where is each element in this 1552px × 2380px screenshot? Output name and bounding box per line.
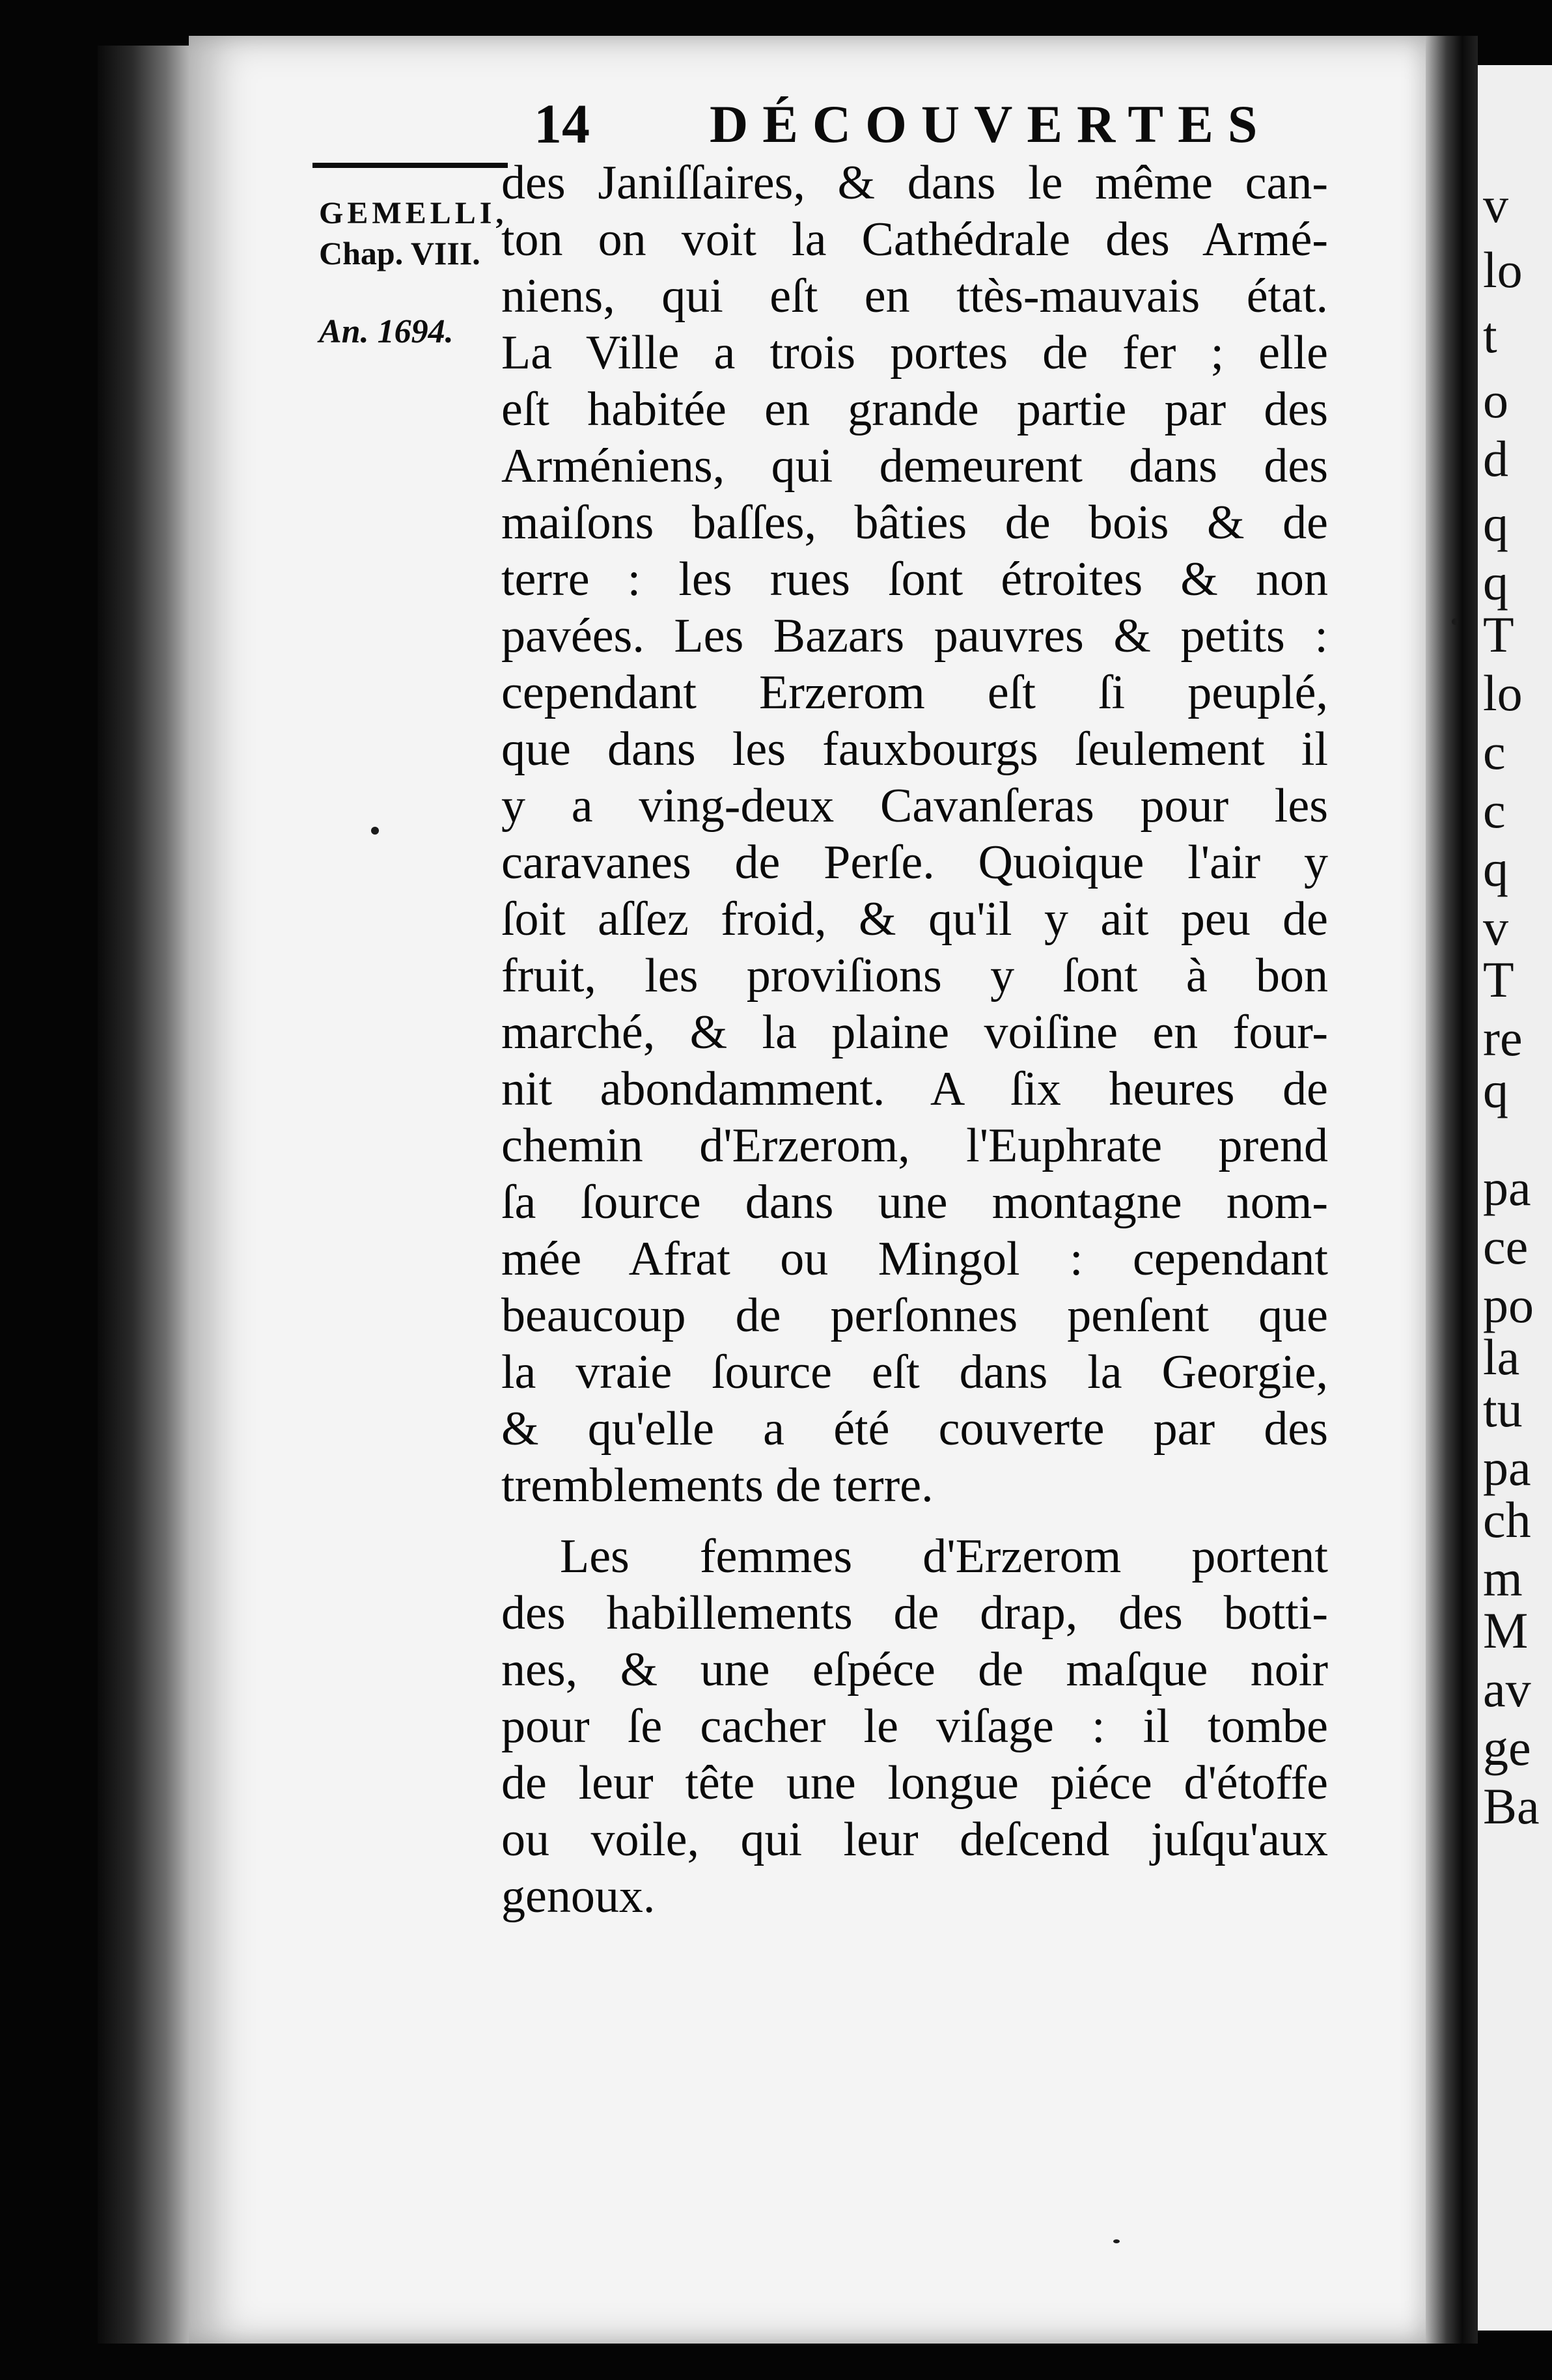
facing-page-text: c (1483, 723, 1506, 780)
facing-page-text: q (1483, 1062, 1508, 1118)
text-line: cependant Erzerom eſt ſi peuplé, (501, 666, 1328, 719)
text-line: chemin d'Erzerom, l'Euphrate prend (501, 1119, 1328, 1172)
facing-page-text: m (1483, 1550, 1523, 1607)
facing-page-text: q (1483, 495, 1508, 552)
text-line: y a ving-deux Cavanſeras pour les (501, 779, 1328, 833)
text-line: des habillements de drap, des botti- (501, 1586, 1328, 1640)
text-line: Les femmes d'Erzerom portent (560, 1530, 1328, 1583)
text-line: mée Afrat ou Mingol : cependant (501, 1232, 1328, 1286)
facing-page-text: lo (1483, 665, 1523, 721)
text-line: & qu'elle a été couverte par des (501, 1402, 1328, 1456)
text-line: genoux. (501, 1870, 656, 1923)
text-line: fruit, les proviſions y ſont à bon (501, 949, 1328, 1003)
facing-page-text: la (1483, 1329, 1520, 1385)
text-line: terre : les rues ſont étroites & non (501, 553, 1328, 606)
text-line: ton on voit la Cathédrale des Armé- (501, 213, 1328, 266)
book-spine (98, 46, 195, 2344)
text-line: Arméniens, qui demeurent dans des (501, 439, 1328, 493)
text-line: que dans les fauxbourgs ſeulement il (501, 723, 1328, 776)
ink-speck (1113, 2239, 1120, 2243)
facing-page-text: pa (1483, 1439, 1531, 1496)
facing-page-text: d (1483, 430, 1508, 487)
body-text (501, 155, 1328, 1925)
text-line: caravanes de Perſe. Quoique l'air y (501, 836, 1328, 889)
text-line: des Janiſſaires, & dans le même can- (501, 156, 1328, 210)
page-gutter (1426, 36, 1478, 2344)
facing-page-text: ch (1483, 1491, 1531, 1548)
margin-note-year: An. 1694. (319, 313, 454, 350)
text-line: pour ſe cacher le viſage : il tombe (501, 1700, 1328, 1753)
text-line: de leur tête une longue piéce d'étoffe (501, 1756, 1328, 1810)
facing-page-text: Ba (1483, 1778, 1540, 1834)
text-line: ſa ſource dans une montagne nom- (501, 1176, 1328, 1229)
facing-page-text: M (1483, 1602, 1529, 1659)
facing-page-text: T (1483, 606, 1514, 663)
paragraph (501, 155, 1328, 1514)
facing-page-text: lo (1483, 242, 1523, 298)
text-line: niens, qui eſt en ttès-mauvais état. (501, 270, 1328, 323)
facing-page-text: v (1483, 899, 1508, 956)
facing-page-text: q (1483, 554, 1508, 611)
facing-page-text: ge (1483, 1719, 1531, 1776)
ink-speck (1452, 618, 1458, 625)
page-number: 14 (534, 92, 590, 155)
facing-page-text: c (1483, 782, 1506, 838)
page-header (534, 91, 1335, 163)
text-line: nit abondamment. A ſix heures de (501, 1062, 1328, 1116)
facing-page-text: ce (1483, 1218, 1529, 1275)
margin-note-author: GEMELLI, (319, 196, 508, 230)
text-line: eſt habitée en grande partie par des (501, 383, 1328, 436)
margin-rule (312, 163, 508, 168)
text-line: marché, & la plaine voiſine en four- (501, 1006, 1328, 1059)
facing-page-text: t (1483, 307, 1497, 363)
paragraph-gap (501, 1514, 1328, 1529)
text-line: pavées. Les Bazars pauvres & petits : (501, 609, 1328, 663)
facing-page-text: q (1483, 840, 1508, 897)
facing-page-text: T (1483, 951, 1514, 1008)
ink-speck (371, 827, 379, 835)
margin-note-chapter: Chap. VIII. (319, 235, 480, 271)
facing-page-text: tu (1483, 1381, 1523, 1437)
text-line: La Ville a trois portes de fer ; elle (501, 326, 1328, 380)
facing-page-text: v (1483, 176, 1508, 233)
text-line: nes, & une eſpéce de maſque noir (501, 1643, 1328, 1696)
text-line: beaucoup de perſonnes penſent que (501, 1289, 1328, 1342)
text-line: ſoit aſſez froid, & qu'il y ait peu de (501, 893, 1328, 946)
text-line: la vraie ſource eſt dans la Georgie, (501, 1346, 1328, 1399)
facing-page-text: o (1483, 372, 1508, 428)
facing-page-text: re (1483, 1010, 1523, 1066)
facing-page-text: av (1483, 1661, 1531, 1717)
text-line: ou voile, qui leur deſcend juſqu'aux (501, 1813, 1328, 1866)
text-line: tremblements de terre. (501, 1459, 934, 1512)
text-line: maiſons baſſes, bâties de bois & de (501, 496, 1328, 549)
running-title: DÉCOUVERTES (710, 94, 1272, 154)
facing-page-fragment (1478, 65, 1552, 2331)
facing-page-text: pa (1483, 1159, 1531, 1216)
facing-page-text: po (1483, 1277, 1534, 1333)
paragraph (501, 1529, 1328, 1925)
